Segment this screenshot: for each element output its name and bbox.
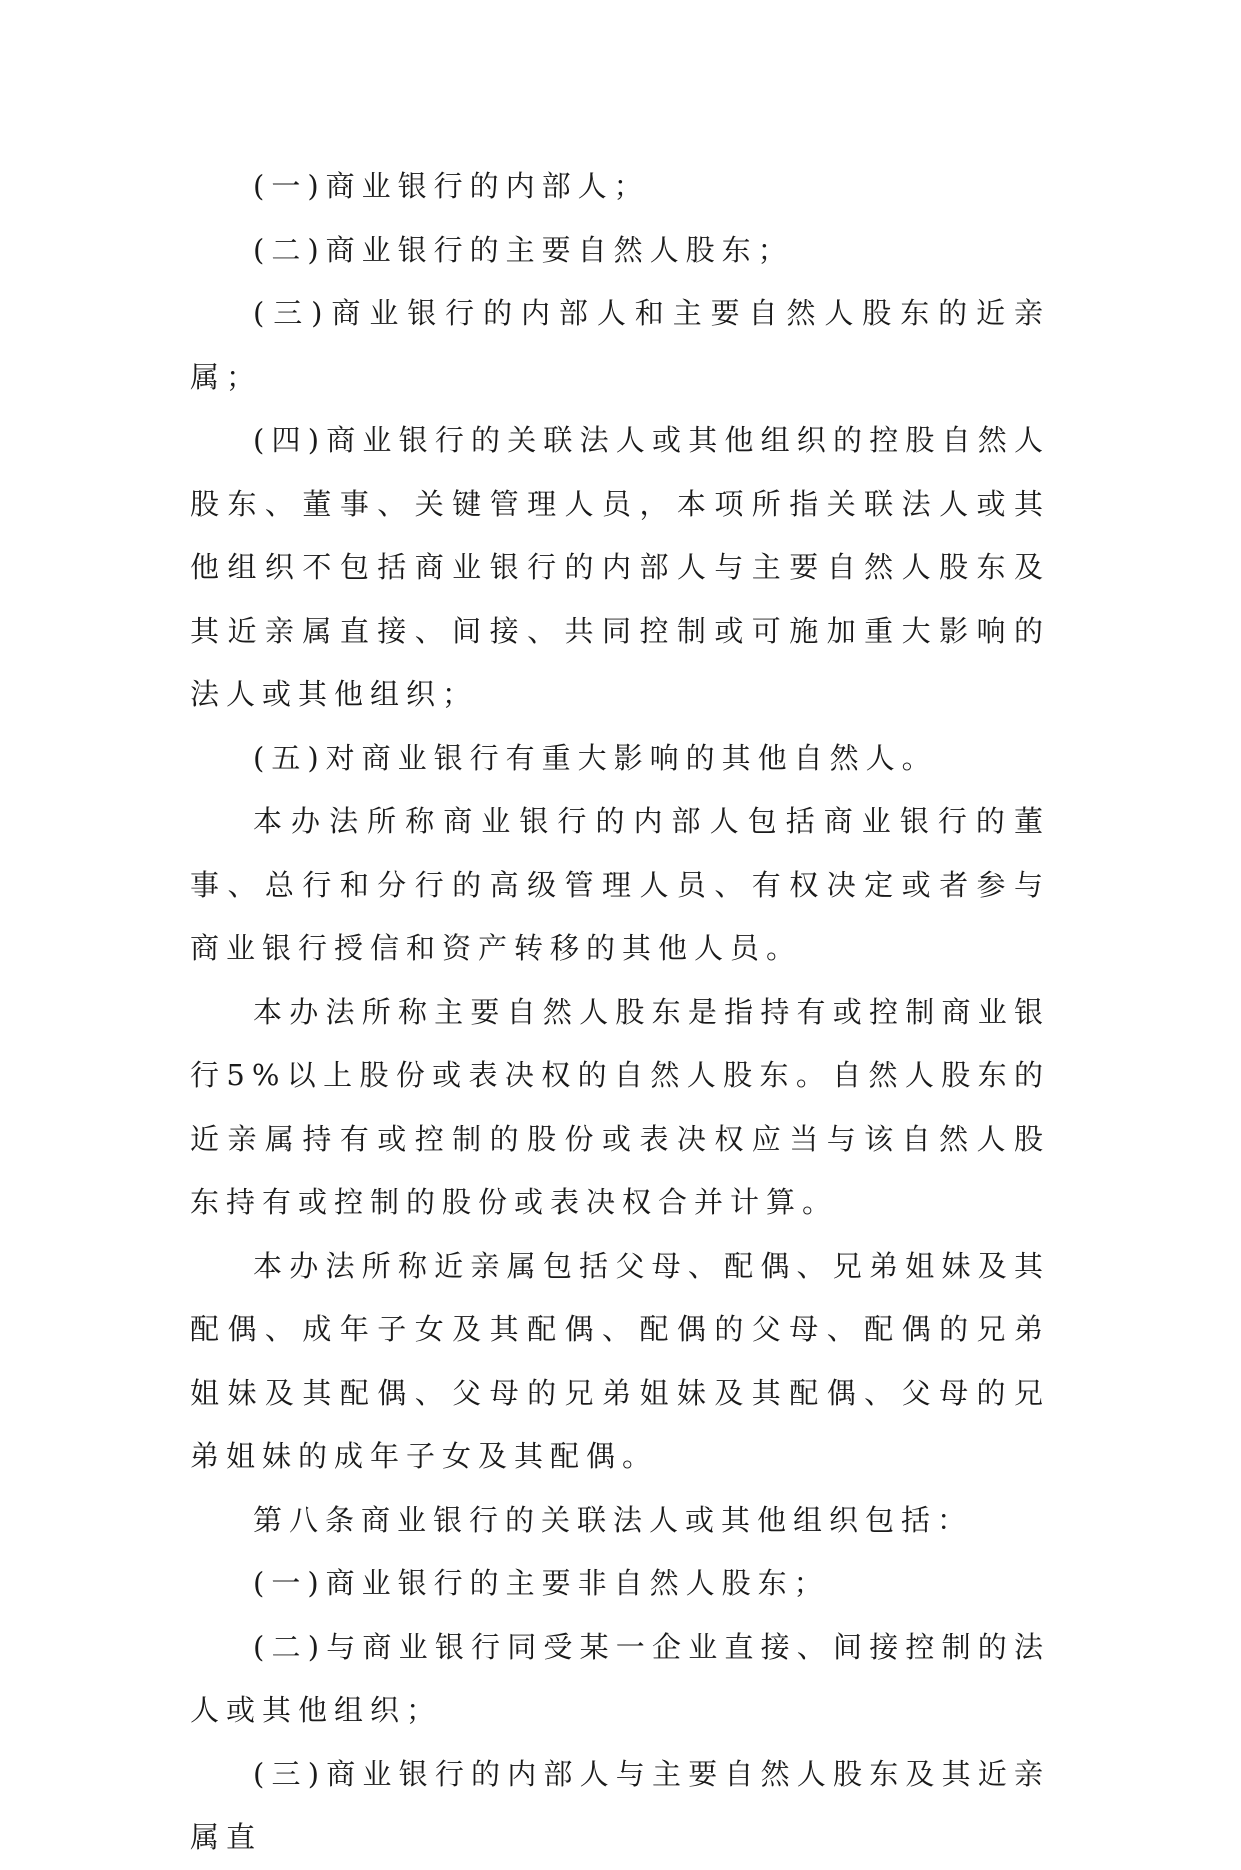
paragraph-common-control: (二)与商业银行同受某一企业直接、间接控制的法人或其他组织；	[190, 1629, 1050, 1727]
paragraph-insider-definition: 本办法所称商业银行的内部人包括商业银行的董事、总行和分行的高级管理人员、有权决定或者参与商业银行授信和资产转移的其他人员。	[190, 804, 1050, 965]
document-page	[190, 155, 1050, 1870]
paragraph-shareholder-definition: 本办法所称主要自然人股东是指持有或控制商业银行5%以上股份或表决权的自然人股东。自然人股东的近亲属持有或控制的股份或表决权应当与该自然人股东持有或控制的股份或表决权合并计算。	[190, 994, 1050, 1219]
paragraph-non-natural-shareholder: (一)商业银行的主要非自然人股东；	[253, 1566, 830, 1600]
paragraph-insider-controlled: (三)商业银行的内部人与主要自然人股东及其近亲属直	[190, 1756, 1050, 1854]
paragraph-insider: (一)商业银行的内部人；	[253, 169, 650, 203]
paragraph-related-entity-controllers: (四)商业银行的关联法人或其他组织的控股自然人股东、董事、关键管理人员，本项所指关联法人或其他组织不包括商业银行的内部人与主要自然人股东及其近亲属直接、间接、共同控制或可施加重大影响的法人或其他组织；	[190, 423, 1050, 711]
paragraph-article-eight: 第八条商业银行的关联法人或其他组织包括：	[253, 1502, 974, 1537]
paragraph-close-relatives: (三)商业银行的内部人和主要自然人股东的近亲属；	[190, 296, 1050, 394]
paragraph-relatives-definition: 本办法所称近亲属包括父母、配偶、兄弟姐妹及其配偶、成年子女及其配偶、配偶的父母、配偶的兄弟姐妹及其配偶、父母的兄弟姐妹及其配偶、父母的兄弟姐妹的成年子女及其配偶。	[190, 1248, 1050, 1473]
paragraph-significant-influence: (五)对商业银行有重大影响的其他自然人。	[253, 740, 938, 775]
paragraph-major-shareholder: (二)商业银行的主要自然人股东；	[253, 232, 794, 267]
